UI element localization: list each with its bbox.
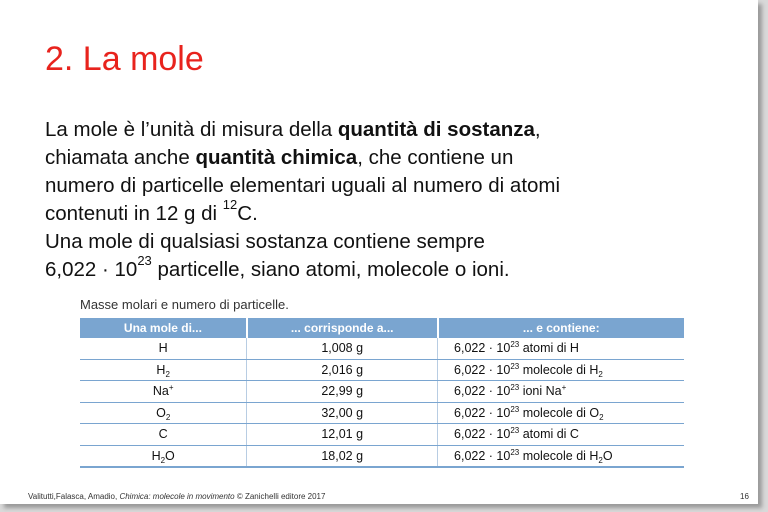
substance-cell	[80, 359, 247, 381]
slide-title: 2. La mole	[45, 40, 204, 78]
column-header: ... corrisponde a...	[247, 318, 438, 338]
avogadro-number: 6,022 · 10	[454, 405, 511, 420]
substance-cell	[80, 424, 247, 446]
particle-description: molecole di H	[519, 362, 599, 377]
particle-description: molecole di H	[519, 448, 599, 463]
avogadro-number: 6,022 · 10	[454, 384, 511, 399]
text-run: , che contiene un	[357, 146, 514, 169]
column-header: Una mole di...	[80, 318, 247, 338]
table-row	[80, 445, 684, 467]
footer-copyright: © Zanichelli editore 2017	[234, 492, 326, 501]
exponent: 23	[510, 383, 520, 393]
superscript: +	[561, 383, 567, 393]
text-run: chiamata anche	[45, 146, 196, 169]
particles-cell	[438, 445, 684, 467]
superscript: 12	[222, 197, 238, 212]
substance-symbol: C	[158, 427, 168, 442]
text-run: 6,022 · 10	[45, 258, 138, 281]
table-row	[80, 402, 684, 424]
particle-description: ioni Na	[519, 384, 562, 399]
text-run: particelle, siano atomi, molecole o ioni.	[151, 258, 510, 281]
text-run: C.	[237, 202, 258, 225]
molar-mass-cell: 2,016 g	[247, 359, 438, 381]
table-row	[80, 381, 684, 403]
substance-cell	[80, 338, 247, 359]
molar-mass-cell: 1,008 g	[247, 338, 438, 359]
avogadro-number: 6,022 · 10	[454, 341, 511, 356]
exponent: 23	[510, 447, 520, 457]
bold-term: quantità chimica	[195, 146, 358, 169]
table-row	[80, 424, 684, 446]
text-run: contenuti in 12 g di	[45, 202, 223, 225]
substance-symbol: Na	[152, 384, 169, 399]
slide-body-text	[45, 116, 725, 284]
particle-description: atomi di H	[519, 341, 579, 356]
substance-symbol: H	[158, 341, 168, 356]
table-row	[80, 338, 684, 359]
particle-description: molecole di O	[519, 405, 600, 420]
text-run: ,	[534, 118, 541, 141]
column-header: ... e contiene:	[438, 318, 684, 338]
substance-cell	[80, 381, 247, 403]
particles-cell	[438, 381, 684, 403]
table-row	[80, 359, 684, 381]
substance-symbol-tail: O	[165, 448, 175, 463]
text-run: La mole è l’unità di misura della	[45, 118, 338, 141]
substance-symbol: H	[151, 448, 161, 463]
table-caption: Masse molari e numero di particelle.	[80, 297, 289, 312]
subscript: 2	[165, 369, 170, 379]
exponent: 23	[510, 361, 520, 371]
text-run: numero di particelle elementari uguali al numero di atomi	[45, 174, 561, 197]
substance-symbol: H	[156, 362, 166, 377]
exponent: 23	[510, 404, 520, 414]
avogadro-number: 6,022 · 10	[454, 427, 511, 442]
footer-credits	[28, 492, 325, 501]
subscript: 2	[598, 369, 603, 379]
subscript: 2	[165, 412, 171, 422]
particle-description-tail: O	[602, 448, 613, 463]
page-number: 16	[740, 492, 749, 501]
particles-cell	[438, 359, 684, 381]
particles-cell	[438, 338, 684, 359]
particles-cell	[438, 424, 684, 446]
particle-description: atomi di C	[519, 427, 579, 442]
substance-cell	[80, 402, 247, 424]
avogadro-number: 6,022 · 10	[454, 448, 511, 463]
superscript: 23	[137, 253, 152, 268]
molar-mass-cell: 18,02 g	[247, 445, 438, 467]
molar-mass-cell: 12,01 g	[247, 424, 438, 446]
substance-symbol: O	[156, 405, 166, 420]
molar-mass-table	[80, 318, 684, 468]
footer-book-title: Chimica: molecole in movimento	[119, 492, 235, 501]
subscript: 2	[598, 455, 603, 465]
molar-mass-cell: 22,99 g	[247, 381, 438, 403]
exponent: 23	[510, 426, 520, 436]
exponent: 23	[510, 340, 520, 350]
avogadro-number: 6,022 · 10	[454, 362, 511, 377]
particles-cell	[438, 402, 684, 424]
substance-cell	[80, 445, 247, 467]
text-run: Una mole di qualsiasi sostanza contiene sempre	[45, 230, 485, 253]
footer-authors: Valitutti,Falasca, Amadio,	[28, 492, 120, 501]
molar-mass-cell: 32,00 g	[247, 402, 438, 424]
table-header-row	[80, 318, 684, 338]
subscript: 2	[599, 412, 604, 422]
superscript: +	[168, 383, 174, 393]
bold-term: quantità di sostanza	[337, 118, 535, 141]
subscript: 2	[160, 455, 166, 465]
